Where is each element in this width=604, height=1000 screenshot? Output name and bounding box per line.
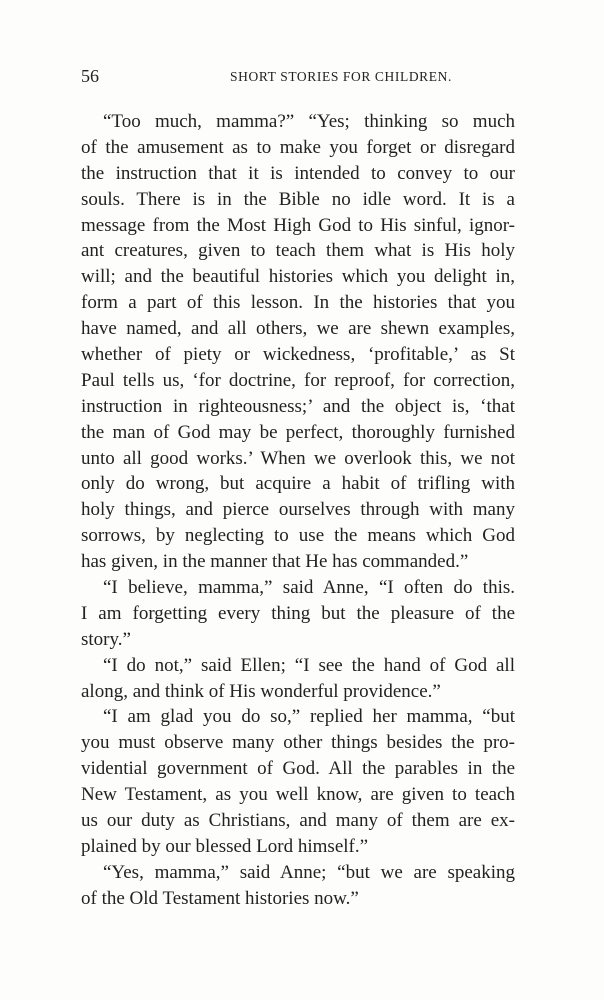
- text-line: have named, and all others, we are shewn examples,: [81, 318, 515, 340]
- text-line: plained by our blessed Lord himself.”: [81, 835, 369, 857]
- text-line: unto all good works.’ When we overlook this, we not: [81, 447, 515, 469]
- text-line: the instruction that it is intended to convey to our: [81, 162, 515, 184]
- text-line: us our duty as Christians, and many of them are ex-: [81, 810, 515, 832]
- text-line: New Testament, as you well know, are given to teach: [81, 784, 515, 806]
- text-line: of the Old Testament histories now.”: [81, 887, 359, 909]
- text-line: has given, in the manner that He has commanded.”: [81, 551, 469, 573]
- text-line: souls. There is in the Bible no idle word. It is a: [81, 188, 515, 210]
- text-line: instruction in righteousness;’ and the object is, ‘that: [81, 395, 515, 417]
- text-line: “Yes, mamma,” said Anne; “but we are speaking: [103, 861, 515, 883]
- text-line: whether of piety or wickedness, ‘profitable,’ as St: [81, 344, 515, 366]
- text-line: along, and think of His wonderful providence.”: [81, 680, 441, 702]
- text-line: “I believe, mamma,” said Anne, “I often do this.: [103, 577, 515, 599]
- text-line: I am forgetting every thing but the pleasure of the: [81, 602, 515, 624]
- text-line: form a part of this lesson. In the histories that you: [81, 292, 515, 314]
- body-text: [81, 109, 515, 912]
- text-line: Paul tells us, ‘for doctrine, for reproof, for correction,: [81, 369, 515, 391]
- text-line: the man of God may be perfect, thoroughly furnished: [81, 421, 515, 443]
- text-line: sorrows, by neglecting to use the means which God: [81, 525, 515, 547]
- text-line: ant creatures, given to teach them what is His holy: [81, 240, 515, 262]
- text-line: story.”: [81, 628, 131, 650]
- text-line: “I do not,” said Ellen; “I see the hand of God all: [103, 654, 515, 676]
- text-line: message from the Most High God to His sinful, ignor-: [81, 214, 515, 236]
- text-line: holy things, and pierce ourselves through with many: [81, 499, 515, 521]
- running-title: SHORT STORIES FOR CHILDREN.: [230, 69, 452, 84]
- text-line: of the amusement as to make you forget or disregard: [81, 136, 515, 158]
- text-line: only do wrong, but acquire a habit of trifling with: [81, 473, 515, 495]
- text-line: will; and the beautiful histories which you delight in,: [81, 266, 515, 288]
- text-line: you must observe many other things besides the pro-: [81, 732, 515, 754]
- text-line: “I am glad you do so,” replied her mamma, “but: [103, 706, 515, 728]
- page-number: 56: [81, 66, 99, 86]
- text-line: vidential government of God. All the parables in the: [81, 758, 515, 780]
- text-line: “Too much, mamma?” “Yes; thinking so much: [103, 111, 515, 132]
